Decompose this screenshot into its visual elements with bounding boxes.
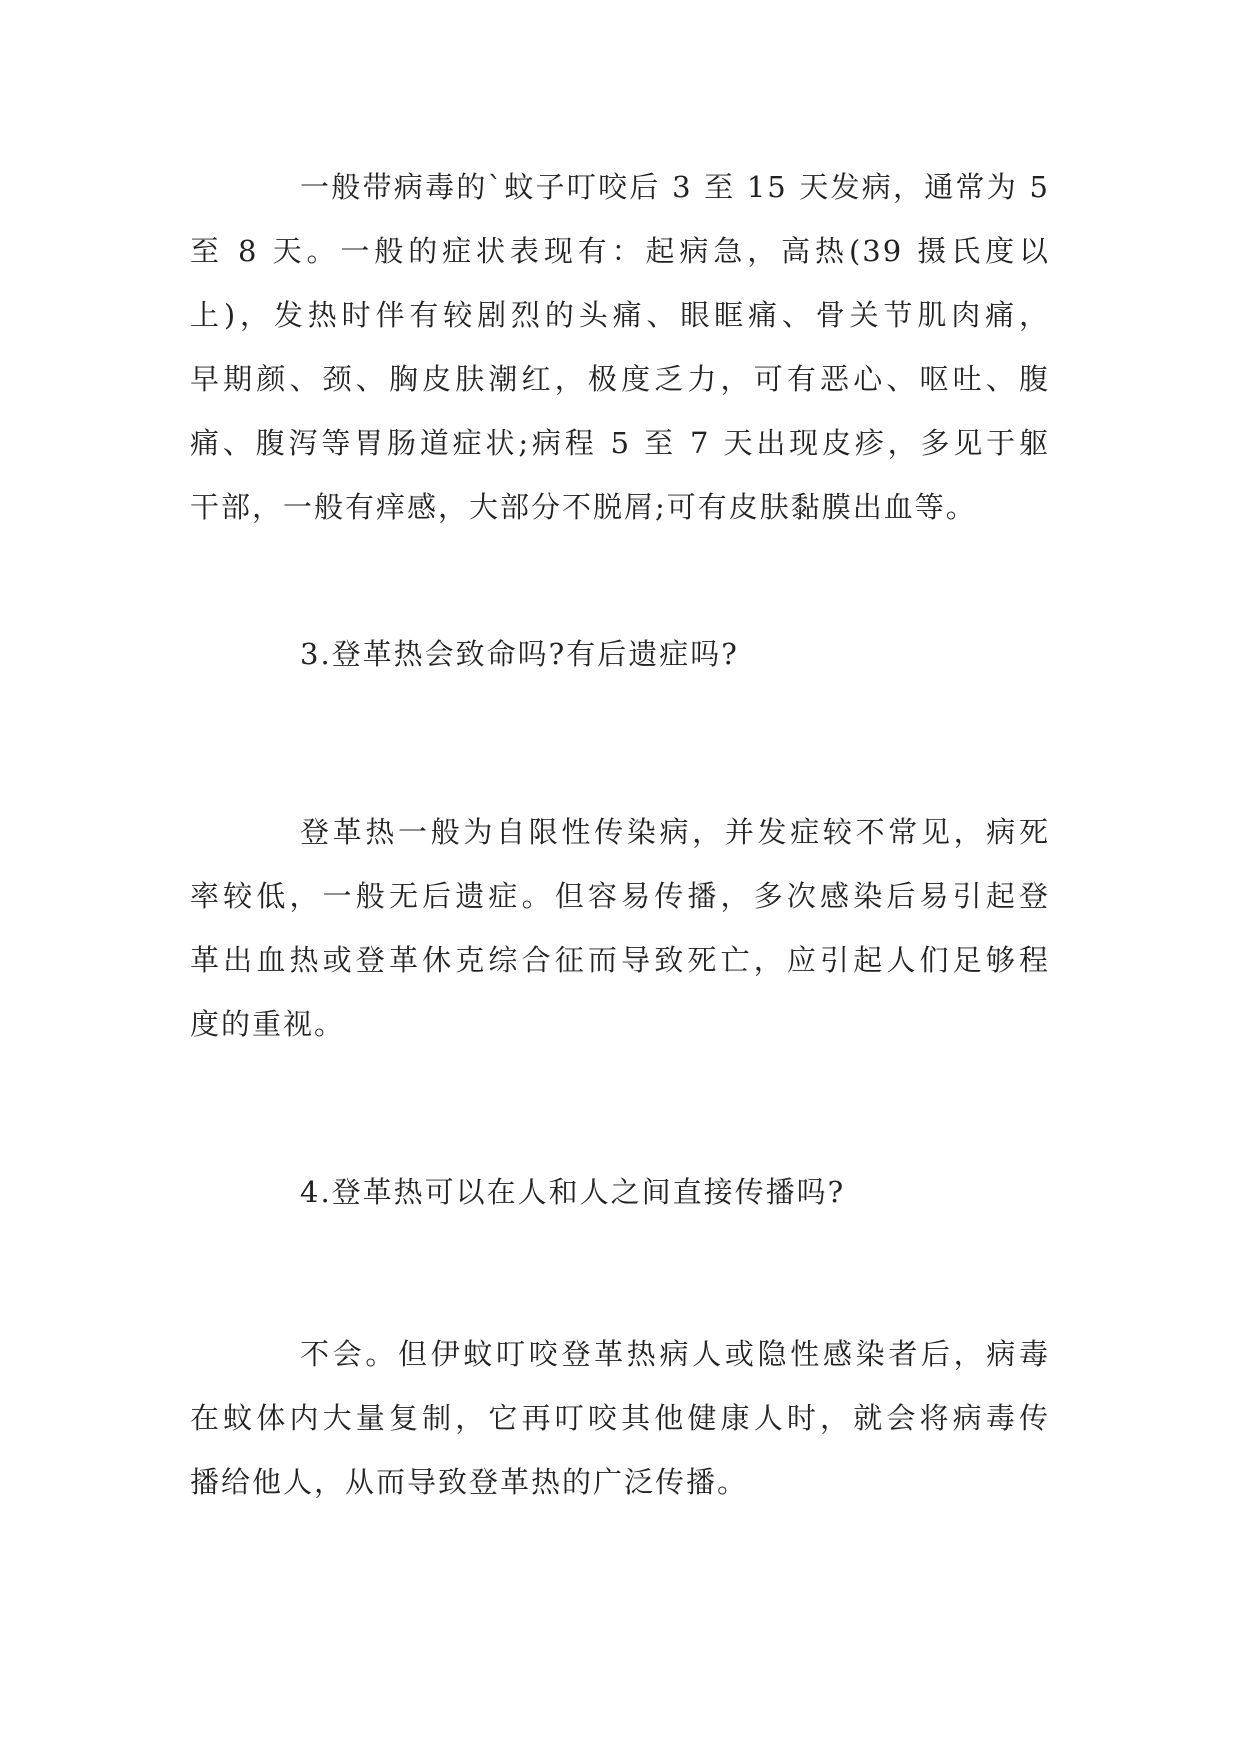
- paragraph-line: 痛、腹泻等胃肠道症状;病程 5 至 7 天出现皮疹，多见于躯: [190, 426, 1050, 460]
- paragraph-line: 早期颜、颈、胸皮肤潮红，极度乏力，可有恶心、呕吐、腹: [190, 362, 1050, 396]
- paragraph-line: 不会。但伊蚊叮咬登革热病人或隐性感染者后，病毒: [300, 1337, 1050, 1371]
- paragraph-line: 度的重视。: [190, 1007, 346, 1041]
- paragraph-line: 登革热一般为自限性传染病，并发症较不常见，病死: [300, 815, 1050, 849]
- paragraph-line: 在蚊体内大量复制，它再叮咬其他健康人时，就会将病毒传: [190, 1401, 1050, 1435]
- paragraph-line: 至 8 天。一般的症状表现有：起病急，高热(39 摄氏度以: [190, 234, 1050, 268]
- paragraph-line: 上)，发热时伴有较剧烈的头痛、眼眶痛、骨关节肌肉痛，: [190, 298, 1050, 332]
- paragraph-line: 革出血热或登革休克综合征而导致死亡，应引起人们足够程: [190, 943, 1050, 977]
- paragraph-symptoms: [190, 155, 1050, 539]
- paragraph-line: 干部，一般有痒感，大部分不脱屑;可有皮肤黏膜出血等。: [190, 490, 977, 524]
- paragraph-line: 播给他人，从而导致登革热的广泛传播。: [190, 1465, 749, 1499]
- section-heading-3: 3.登革热会致命吗?有后遗症吗?: [300, 637, 739, 671]
- paragraph-line: 率较低，一般无后遗症。但容易传播，多次感染后易引起登: [190, 879, 1050, 913]
- section-heading-4: 4.登革热可以在人和人之间直接传播吗?: [300, 1175, 846, 1209]
- paragraph-transmission: [190, 1322, 1050, 1514]
- paragraph-fatality: [190, 800, 1050, 1056]
- paragraph-line: 一般带病毒的`蚊子叮咬后 3 至 15 天发病，通常为 5: [300, 170, 1050, 204]
